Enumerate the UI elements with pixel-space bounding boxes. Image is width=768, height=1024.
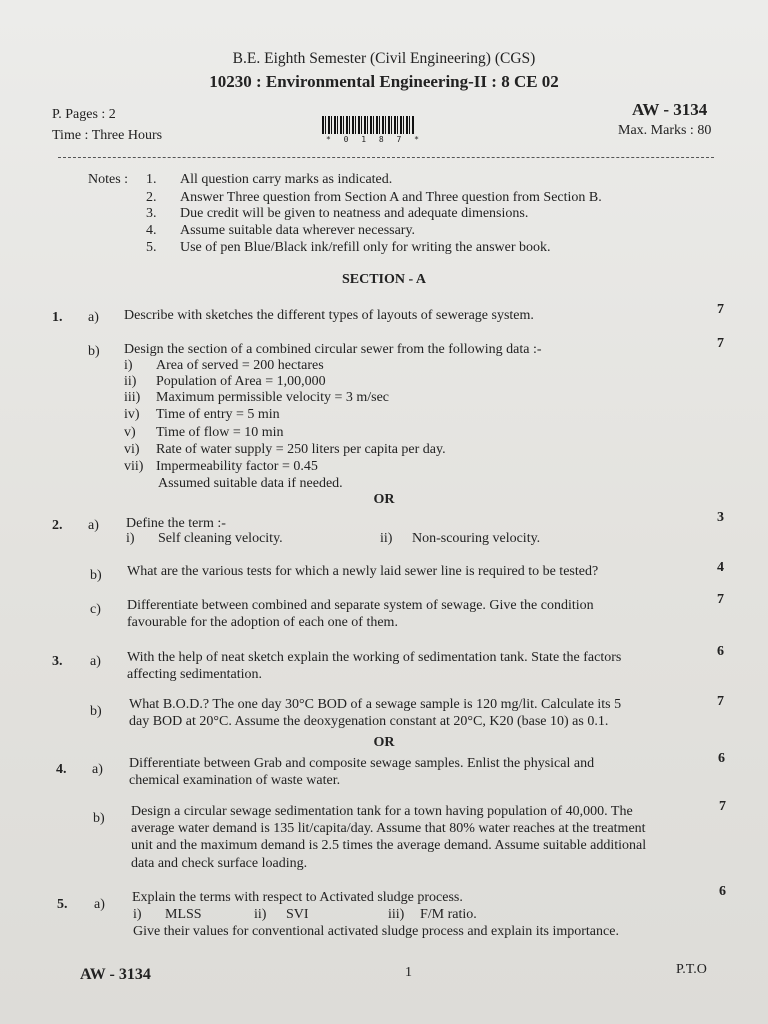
question-text: Differentiate between Grab and composite sewage samples. Enlist the physical and xyxy=(129,756,595,771)
note-text: All question carry marks as indicated. xyxy=(180,172,393,187)
question-text: Differentiate between combined and separate system of sewage. Give the condition xyxy=(127,598,594,613)
item-numeral: vi) xyxy=(124,442,140,457)
question-text: What are the various tests for which a newly laid sewer line is required to be tested? xyxy=(127,564,599,579)
note-number: 4. xyxy=(146,223,157,238)
part-label: b) xyxy=(90,704,102,719)
part-label: a) xyxy=(94,897,105,912)
question-text: unit and the maximum demand is 2.5 times the average demand. Assume suitable additional xyxy=(131,838,647,853)
note-text: Assume suitable data wherever necessary. xyxy=(180,223,416,238)
part-label: c) xyxy=(90,602,101,617)
item-numeral: v) xyxy=(124,425,136,440)
question-text: With the help of neat sketch explain the working of sedimentation tank. State the factors xyxy=(127,650,622,665)
item-text: F/M ratio. xyxy=(420,907,477,922)
item-text: Impermeability factor = 0.45 xyxy=(156,459,318,474)
part-label: a) xyxy=(88,310,99,325)
marks: 3 xyxy=(717,510,724,525)
item-numeral: i) xyxy=(126,531,135,546)
question-number: 5. xyxy=(57,897,68,912)
marks: 7 xyxy=(719,799,726,814)
subject-title: 10230 : Environmental Engineering-II : 8 CE 02 xyxy=(209,72,559,91)
item-text: Self cleaning velocity. xyxy=(158,531,283,546)
item-text: Rate of water supply = 250 liters per capita per day. xyxy=(156,442,446,457)
part-label: a) xyxy=(90,654,101,669)
note-number: 3. xyxy=(146,206,157,221)
note-number: 1. xyxy=(146,172,157,187)
item-numeral: iii) xyxy=(124,390,141,405)
question-text: average water demand is 135 lit/capita/day. Assume that 80% water reaches at the treatment xyxy=(131,821,646,836)
question-text: Describe with sketches the different types of layouts of sewerage system. xyxy=(124,308,534,323)
question-number: 2. xyxy=(52,518,63,533)
question-text: Define the term :- xyxy=(126,516,226,531)
question-text: chemical examination of waste water. xyxy=(129,773,341,788)
course-title: B.E. Eighth Semester (Civil Engineering) (CGS) xyxy=(232,50,536,67)
question-text: affecting sedimentation. xyxy=(127,667,263,682)
marks: 7 xyxy=(717,694,724,709)
part-label: b) xyxy=(88,344,100,359)
part-label: a) xyxy=(88,518,99,533)
marks: 6 xyxy=(718,751,725,766)
header-divider xyxy=(58,157,714,158)
barcode xyxy=(322,116,414,134)
page-number: 1 xyxy=(405,965,412,980)
or-separator: OR xyxy=(373,492,395,507)
paper-code: AW - 3134 xyxy=(632,100,708,119)
item-text: Time of entry = 5 min xyxy=(156,407,280,422)
question-text: Explain the terms with respect to Activated sludge process. xyxy=(132,890,463,905)
page-count: P. Pages : 2 xyxy=(52,107,116,122)
question-number: 4. xyxy=(56,762,67,777)
question-number: 1. xyxy=(52,310,63,325)
part-label: a) xyxy=(92,762,103,777)
part-label: b) xyxy=(93,811,105,826)
notes-label: Notes : xyxy=(88,172,129,187)
item-numeral: vii) xyxy=(124,459,144,474)
exam-duration: Time : Three Hours xyxy=(52,128,163,143)
question-text: data and check surface loading. xyxy=(131,856,308,871)
item-numeral: iii) xyxy=(388,907,405,922)
marks: 4 xyxy=(717,560,724,575)
marks: 7 xyxy=(717,336,724,351)
marks: 6 xyxy=(717,644,724,659)
question-text: Design a circular sewage sedimentation tank for a town having population of 40,000. The xyxy=(131,804,633,819)
please-turn-over: P.T.O xyxy=(676,962,707,977)
item-numeral: ii) xyxy=(124,374,137,389)
item-text: Non-scouring velocity. xyxy=(412,531,541,546)
note-text: Use of pen Blue/Black ink/refill only for writing the answer book. xyxy=(180,240,551,255)
item-numeral: iv) xyxy=(124,407,140,422)
item-numeral: i) xyxy=(133,907,142,922)
question-text: day BOD at 20°C. Assume the deoxygenation constant at 20°C, K20 (base 10) as 0.1. xyxy=(129,714,609,729)
item-text: MLSS xyxy=(165,907,202,922)
marks: 7 xyxy=(717,302,724,317)
or-separator: OR xyxy=(373,735,395,750)
note-text: Due credit will be given to neatness and adequate dimensions. xyxy=(180,206,529,221)
item-numeral: i) xyxy=(124,358,133,373)
question-text: Design the section of a combined circular sewer from the following data :- xyxy=(124,342,542,357)
item-text: Maximum permissible velocity = 3 m/sec xyxy=(156,390,390,405)
question-text: favourable for the adoption of each one of them. xyxy=(127,615,398,630)
section-title: SECTION - A xyxy=(341,272,427,287)
question-text: What B.O.D.? The one day 30°C BOD of a sewage sample is 120 mg/lit. Calculate its 5 xyxy=(129,697,622,712)
assumption-note: Assumed suitable data if needed. xyxy=(158,476,343,491)
marks: 7 xyxy=(717,592,724,607)
item-numeral: ii) xyxy=(380,531,393,546)
item-text: Time of flow = 10 min xyxy=(156,425,284,440)
question-number: 3. xyxy=(52,654,63,669)
note-number: 5. xyxy=(146,240,157,255)
footer-paper-code: AW - 3134 xyxy=(80,966,151,983)
note-number: 2. xyxy=(146,190,157,205)
barcode-number: * 0 1 8 7 * xyxy=(326,135,423,144)
item-numeral: ii) xyxy=(254,907,267,922)
max-marks: Max. Marks : 80 xyxy=(618,123,712,138)
item-text: Population of Area = 1,00,000 xyxy=(156,374,326,389)
marks: 6 xyxy=(719,884,726,899)
note-text: Answer Three question from Section A and Three question from Section B. xyxy=(180,190,602,205)
item-text: SVI xyxy=(286,907,309,922)
item-text: Area of served = 200 hectares xyxy=(156,358,324,373)
question-text: Give their values for conventional activated sludge process and explain its importance. xyxy=(133,924,619,939)
part-label: b) xyxy=(90,568,102,583)
